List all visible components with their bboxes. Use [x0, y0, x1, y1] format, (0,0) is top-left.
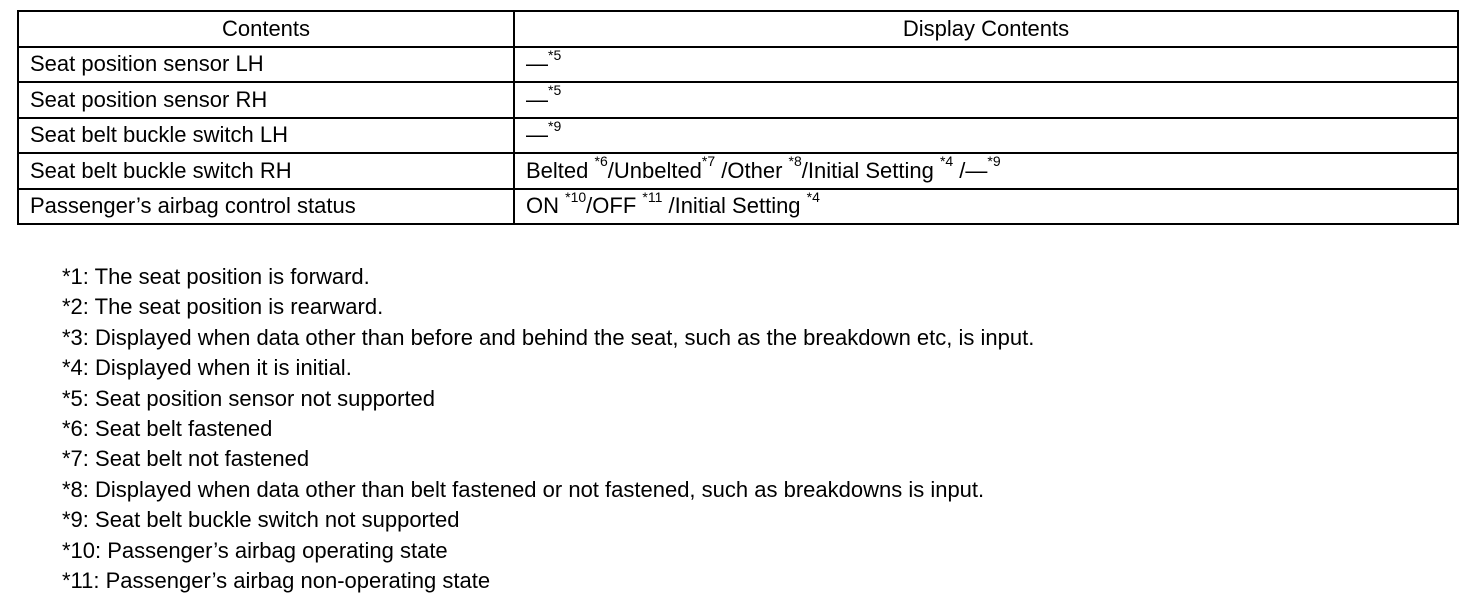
row-contents-cell: Seat position sensor RH [18, 82, 514, 118]
footnote-marker: *10 [565, 188, 587, 205]
table-row [18, 153, 1458, 189]
footnote: *8: Displayed when data other than belt fastened or not fastened, such as breakdowns is input. [62, 476, 985, 502]
footnote-marker: *9 [987, 153, 1001, 170]
footnote: *9: Seat belt buckle switch not supported [62, 507, 460, 533]
display-contents-table [17, 10, 1459, 225]
footnote-marker: *11 [642, 188, 663, 205]
footnote-marker: *4 [806, 188, 820, 205]
table-row [18, 47, 1458, 83]
footnote: *4: Displayed when it is initial. [62, 355, 352, 381]
footnote-marker: *5 [548, 82, 562, 99]
footnote-marker: *4 [939, 153, 954, 170]
table-row [18, 118, 1458, 154]
row-display-cell: —$^{*5}$ [514, 82, 1458, 118]
footnote: *7: Seat belt not fastened [62, 446, 310, 472]
footnote-marker: *7 [701, 153, 716, 170]
footnote: *2: The seat position is rearward. [62, 294, 384, 320]
footnote: *11: Passenger’s airbag non-operating state [62, 567, 491, 593]
row-display-cell: —$^{*9}$ [514, 118, 1458, 154]
footnotes-list [62, 262, 1034, 596]
footnote: *3: Displayed when data other than before and behind the seat, such as the breakdown etc, is input. [62, 324, 1035, 350]
row-display-cell: ON $^{*10}$/OFF $^{*11}$ /Initial Setting $^{*4}$ [514, 189, 1458, 225]
table-header-row [18, 11, 1458, 47]
footnote-marker: *5 [548, 46, 562, 63]
footnote-marker: *8 [788, 153, 802, 170]
row-display-cell: —$^{*5}$ [514, 47, 1458, 83]
table-row [18, 189, 1458, 225]
row-contents-cell: Seat belt buckle switch RH [18, 153, 514, 189]
footnote-marker: *6 [594, 153, 608, 170]
row-contents-cell: Passenger’s airbag control status [18, 189, 514, 225]
header-display-contents: Display Contents [514, 11, 1458, 47]
header-contents: Contents [18, 11, 514, 47]
footnote: *10: Passenger’s airbag operating state [62, 537, 448, 563]
row-contents-cell: Seat position sensor LH [18, 47, 514, 83]
footnote: *5: Seat position sensor not supported [62, 385, 436, 411]
table-row [18, 82, 1458, 118]
footnote: *1: The seat position is forward. [62, 264, 370, 289]
footnote-marker: *9 [548, 117, 562, 134]
row-display-cell: Belted $^{*6}$/Unbelted$^{*7}$ /Other $^{*8}$/Initial Setting $^{*4}$ /—$^{*9}$ [514, 153, 1458, 189]
footnote: *6: Seat belt fastened [62, 415, 273, 441]
row-contents-cell: Seat belt buckle switch LH [18, 118, 514, 154]
